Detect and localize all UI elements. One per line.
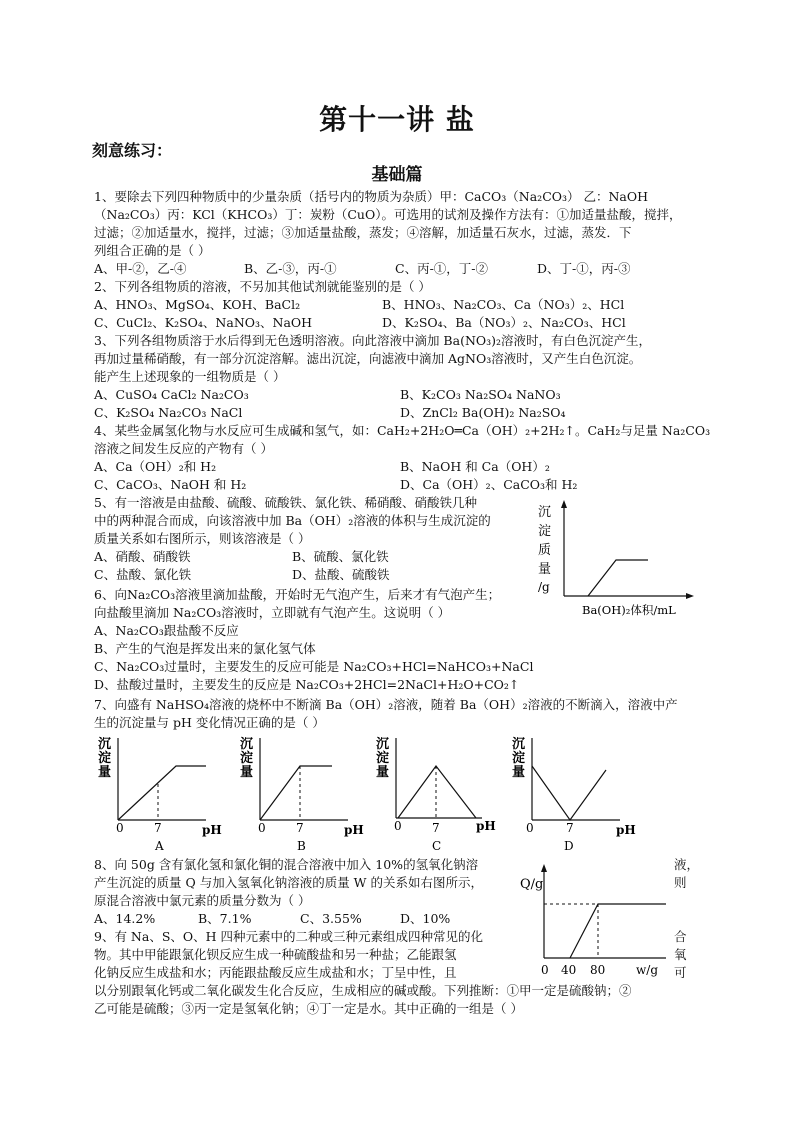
q5-option-c: C、盐酸、氯化铁 [94, 567, 192, 582]
q8-y-arrow [541, 864, 547, 872]
q7c-y-label-1: 沉 [376, 737, 390, 752]
q6-line-1: 6、向Na₂CO₃溶液里滴加盐酸，开始时无气泡产生，后来才有气泡产生； [94, 587, 501, 602]
q4-option-d: D、Ca（OH）₂、CaCO₃和 H₂ [400, 477, 578, 492]
q8-line-3: 原混合溶液中氯元素的质量分数为（ ） [94, 893, 311, 908]
q7a-letter: A [155, 839, 164, 853]
q4-line-1: 4、某些金属氢化物与水反应可生成碱和氢气，如：CaH₂+2H₂O═Ca（OH）₂+2H₂↑。CaH₂与足量 Na₂CO₃ [94, 423, 711, 438]
q5-y-label-2: 淀 [538, 524, 552, 539]
q7a-origin: 0 [116, 821, 124, 835]
q1-option-d: D、丁-①，丙-③ [537, 261, 631, 276]
q5-x-arrow [686, 593, 694, 599]
q7a-tick-7: 7 [154, 821, 162, 835]
q5-option-a: A、硝酸、硝酸铁 [94, 549, 191, 564]
q8-tick-80: 80 [590, 963, 606, 977]
q7c-curve [398, 766, 476, 818]
q5-line-3: 质量关系如右图所示，则该溶液是（ ） [94, 531, 311, 546]
q9-right-fragment-1: 合 [674, 929, 687, 944]
q8-x-label: w/g [636, 963, 658, 977]
q3-line-1: 3、下列各组物质溶于水后得到无色透明溶液。向此溶液中滴加 Ba(NO₃)₂溶液时，有白色沉淀产生， [94, 333, 652, 348]
q7c-letter: C [432, 839, 442, 853]
q7-graph-a [94, 732, 224, 854]
q7d-tick-7: 7 [566, 821, 574, 835]
q5-x-label: Ba(OH)₂体积/mL [582, 603, 676, 617]
q9-line-5: 乙可能是硫酸；③丙一定是氢氧化钠；④丁一定是水。其中正确的一组是（ ） [94, 1001, 523, 1016]
q7b-y-label-2: 淀 [240, 751, 254, 766]
q7b-letter: B [297, 839, 306, 853]
q4-option-a: A、Ca（OH）₂和 H₂ [94, 459, 217, 474]
q8-line-1: 8、向 50g 含有氯化氢和氯化铜的混合溶液中加入 10%的氢氧化钠溶 [94, 857, 479, 872]
q8-option-b: B、7.1% [198, 911, 252, 926]
q7b-x-label: pH [344, 823, 364, 837]
q1-line-1: 1、要除去下列四种物质中的少量杂质（括号内的物质为杂质）甲：CaCO₃（Na₂CO₃） 乙：NaOH [94, 189, 649, 204]
q2-option-a: A、HNO₃、MgSO₄、KOH、BaCl₂ [94, 297, 301, 312]
q5-option-b: B、硫酸、氯化铁 [292, 549, 389, 564]
q5-line-2: 中的两种混合而成，向该溶液中加 Ba（OH）₂溶液的体积与生成沉淀的 [94, 513, 491, 528]
q7a-y-label-3: 量 [98, 765, 112, 780]
section-label: 刻意练习： [92, 141, 173, 160]
q5-y-label-4: 量 [538, 562, 552, 577]
q7b-curve [260, 766, 332, 820]
q7d-y-label-1: 沉 [512, 737, 526, 752]
q7d-x-label: pH [616, 823, 636, 837]
q8-line-2: 产生沉淀的质量 Q 与加入氢氧化钠溶液的质量 W 的关系如右图所示， [94, 875, 483, 890]
q7d-origin: 0 [526, 821, 534, 835]
q6-option-b: B、产生的气泡是挥发出来的氯化氢气体 [94, 641, 316, 656]
q8-tick-40: 40 [561, 963, 577, 977]
q7a-x-label: pH [202, 823, 222, 837]
q7-graph-d [508, 732, 638, 854]
q1-line-3: 过滤；②加适量水，搅拌，过滤；③加适量盐酸，蒸发；④溶解，加适量石灰水，过滤，蒸发．下 [94, 225, 632, 240]
q1-option-a: A、甲-②，乙-④ [94, 261, 187, 276]
q5-y-label-5: /g [538, 580, 550, 594]
q8-option-d: D、10% [400, 911, 451, 926]
q5-option-d: D、盐酸、硫酸铁 [292, 567, 390, 582]
q2-stem: 2、下列各组物质的溶液，不另加其他试剂就能鉴别的是（ ） [94, 279, 431, 294]
q8-y-label: Q/g [520, 877, 544, 892]
q1-option-c: C、丙-①，丁-② [395, 261, 489, 276]
q1-line-4: 列组合正确的是（ ） [94, 243, 211, 258]
q7c-origin: 0 [394, 819, 402, 833]
q6-option-c: C、Na₂CO₃过量时，主要发生的反应可能是 Na₂CO₃+HCl=NaHCO₃+NaCl [94, 659, 534, 674]
q2-option-c: C、CuCl₂、K₂SO₄、NaNO₃、NaOH [94, 315, 313, 330]
q6-option-d: D、盐酸过量时，主要发生的反应是 Na₂CO₃+2HCl=2NaCl+H₂O+CO₂↑ [94, 677, 520, 692]
q6-line-2: 向盐酸里滴加 Na₂CO₃溶液时，立即就有气泡产生。这说明（ ） [94, 605, 451, 620]
q3-option-c: C、K₂SO₄ Na₂CO₃ NaCl [94, 405, 243, 420]
q3-option-d: D、ZnCl₂ Ba(OH)₂ Na₂SO₄ [400, 405, 566, 420]
q2-option-b: B、HNO₃、Na₂CO₃、Ca（NO₃）₂、HCl [382, 297, 625, 312]
q8-curve [570, 904, 666, 958]
q2-option-d: D、K₂SO₄、Ba（NO₃）₂、Na₂CO₃、HCl [382, 315, 626, 330]
q8-option-c: C、3.55% [300, 911, 362, 926]
q5-y-label-1: 沉 [538, 505, 552, 520]
q3-option-b: B、K₂CO₃ Na₂SO₄ NaNO₃ [400, 387, 561, 402]
q8-right-fragment-1: 液， [674, 857, 700, 872]
q9-line-4: 以分别跟氧化钙或二氧化碳发生化合反应，生成相应的碱或酸。下列推断：①甲一定是硫酸钠；② [94, 983, 632, 998]
q7c-tick-7: 7 [432, 821, 440, 835]
q7d-letter: D [564, 839, 574, 853]
q7-line-1: 7、向盛有 NaHSO₄溶液的烧杯中不断滴 Ba（OH）₂溶液，随着 Ba（OH）₂溶液的不断滴入，溶液中产 [94, 697, 678, 712]
q7c-y-label-2: 淀 [376, 751, 390, 766]
q5-y-arrow [561, 500, 567, 508]
q7a-y-label-1: 沉 [98, 737, 112, 752]
q9-line-3: 化钠反应生成盐和水；丙能跟盐酸反应生成盐和水；丁呈中性，且 [94, 965, 457, 980]
q1-line-2: （Na₂CO₃）丙：KCl（KHCO₃）丁：炭粉（CuO）。可选用的试剂及操作方法有：①加适量盐酸，搅拌， [94, 207, 682, 222]
q7c-y-label-3: 量 [376, 765, 390, 780]
q8-option-a: A、14.2% [94, 911, 156, 926]
q3-line-2: 再加过量稀硝酸，有一部分沉淀溶解。滤出沉淀，向滤液中滴加 AgNO₃溶液时，又产生白色沉淀。 [94, 351, 642, 366]
q7-graph-c [372, 732, 502, 854]
q7d-y-label-2: 淀 [512, 751, 526, 766]
q4-option-b: B、NaOH 和 Ca（OH）₂ [400, 459, 550, 474]
q8-origin: 0 [541, 963, 549, 977]
q5-curve [588, 560, 648, 596]
q7a-y-label-2: 淀 [98, 751, 112, 766]
q1-option-b: B、乙-③，丙-① [244, 261, 337, 276]
q5-line-1: 5、有一溶液是由盐酸、硫酸、硫酸铁、氯化铁、稀硝酸、硝酸铁几种 [94, 495, 477, 510]
q9-line-1: 9、有 Na、S、O、H 四种元素中的二种或三种元素组成四种常见的化 [94, 929, 484, 944]
q7-graph-b [236, 732, 366, 854]
q8-right-fragment-2: 则 [674, 875, 687, 890]
q8-graph [518, 862, 674, 982]
q3-line-3: 能产生上述现象的一组物质是（ ） [94, 369, 286, 384]
q5-graph [530, 496, 700, 621]
q5-y-label-3: 质 [538, 543, 552, 558]
q7a-curve [118, 766, 206, 820]
q9-right-fragment-3: 可 [674, 965, 687, 980]
page-title: 第十一讲 盐 [319, 103, 475, 136]
q9-right-fragment-2: 氧 [674, 947, 687, 962]
subtitle: 基础篇 [371, 165, 423, 185]
q3-option-a: A、CuSO₄ CaCl₂ Na₂CO₃ [94, 387, 249, 402]
q7b-y-label-3: 量 [240, 765, 254, 780]
q9-line-2: 物。其中甲能跟氯化钡反应生成一种硫酸盐和另一种盐；乙能跟氢 [94, 947, 457, 962]
q4-line-2: 溶液之间发生反应的产物有（ ） [94, 441, 273, 456]
q7d-curve [532, 766, 606, 820]
q7b-tick-7: 7 [296, 821, 304, 835]
q4-option-c: C、CaCO₃、NaOH 和 H₂ [94, 477, 247, 492]
q7b-y-label-1: 沉 [240, 737, 254, 752]
q7c-x-label: pH [476, 819, 496, 833]
q6-option-a: A、Na₂CO₃跟盐酸不反应 [94, 623, 239, 638]
q7d-y-label-3: 量 [512, 765, 526, 780]
q7b-origin: 0 [258, 821, 266, 835]
q7-line-2: 生的沉淀量与 pH 变化情况正确的是（ ） [94, 715, 325, 730]
